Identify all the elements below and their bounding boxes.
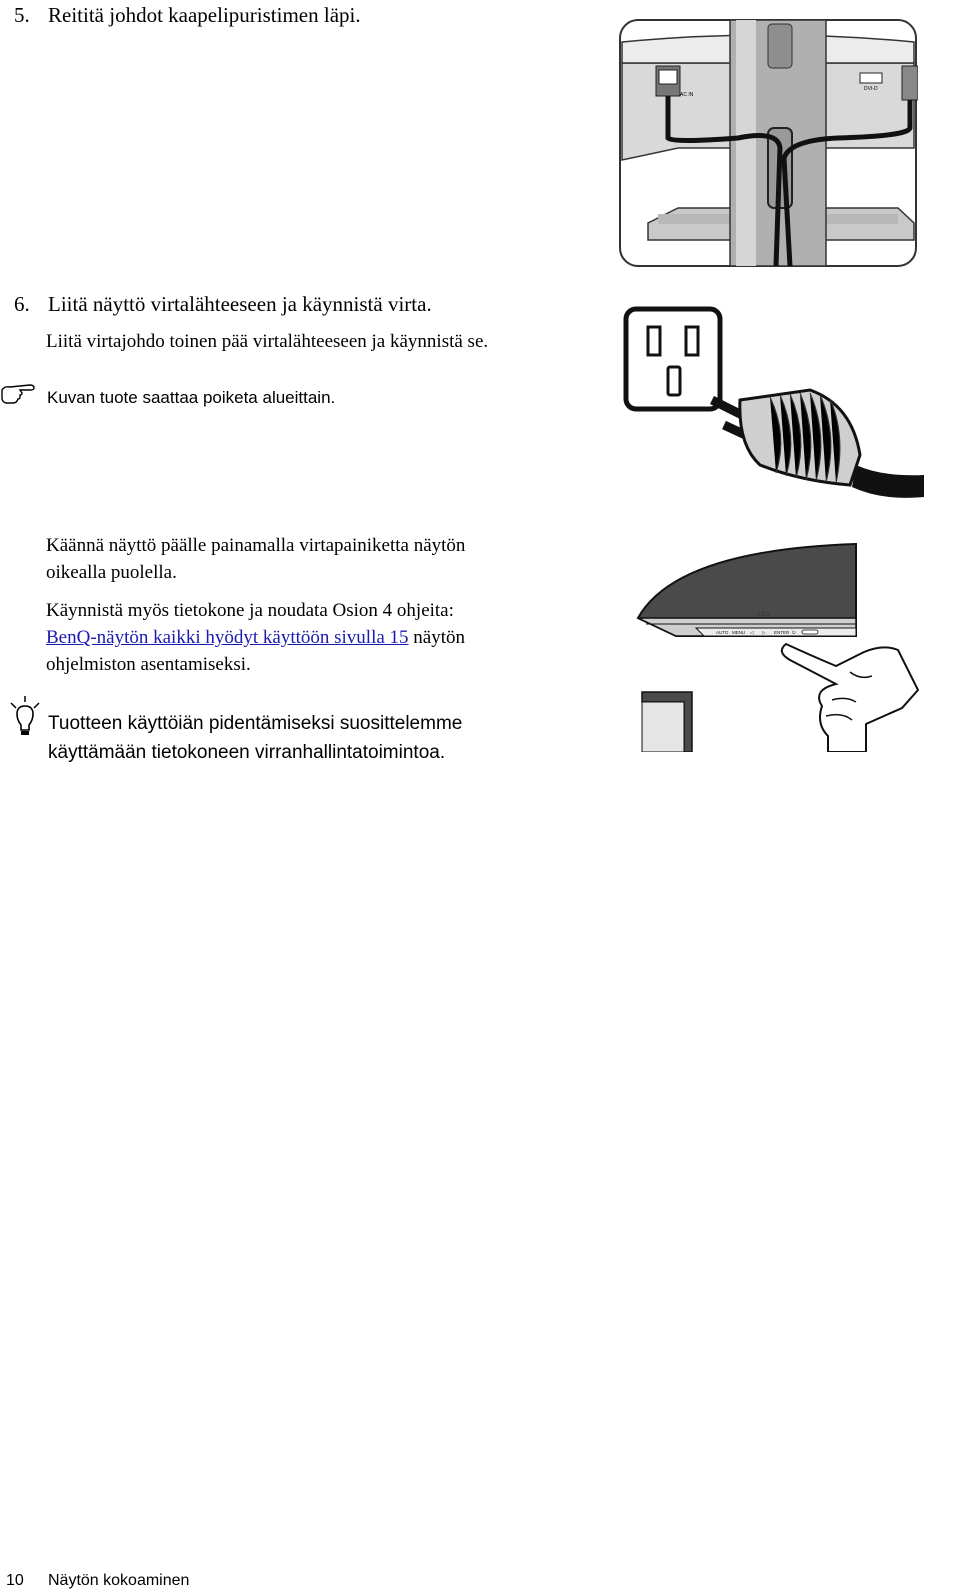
computer-text-line-3: ohjelmiston asentamiseksi.: [46, 654, 251, 675]
power-button-illustration: [636, 540, 926, 752]
tip-line-2: käyttämään tietokoneen virranhallintatoimintoa.: [48, 742, 446, 763]
step-6-number: 6.: [14, 292, 30, 316]
step-6-instruction: Liitä virtajohdo toinen pää virtalähteeseen ja käynnistä se.: [46, 331, 489, 352]
step-5-title: Reititä johdot kaapelipuristimen läpi.: [48, 3, 361, 27]
monitor-button-power: ⏻: [792, 630, 796, 635]
monitor-button-enter: ENTER: [774, 630, 790, 635]
monitor-button-left: ◁: [750, 630, 754, 635]
section-4-link[interactable]: BenQ-näytön kaikki hyödyt käyttöön sivulla 15: [46, 627, 409, 648]
computer-text-line-2: [46, 624, 465, 651]
lightbulb-icon: [8, 694, 44, 740]
computer-text-line-1: Käynnistä myös tietokone ja noudata Osion 4 ohjeita:: [46, 600, 454, 621]
power-text-line-2: oikealla puolella.: [46, 562, 177, 583]
note-text: Kuvan tuote saattaa poiketa alueittain.: [47, 388, 336, 407]
power-plug-illustration: [620, 305, 924, 505]
power-text-line-1: Käännä näyttö päälle painamalla virtapainiketta näytön: [46, 535, 466, 556]
computer-text-after-link: näytön: [408, 627, 466, 648]
monitor-button-auto: AUTO: [716, 630, 729, 635]
step-6-title: Liitä näyttö virtalähteeseen ja käynnistä virta.: [48, 292, 432, 316]
tip-line-1: Tuotteen käyttöiän pidentämiseksi suosittelemme: [48, 713, 463, 734]
step-5-number: 5.: [14, 3, 30, 27]
dvi-label: DVI-D: [864, 86, 878, 92]
ac-in-label: AC IN: [680, 92, 694, 98]
led-label: LED: [758, 612, 770, 618]
pointing-hand-icon: [0, 380, 36, 406]
page-number: 10: [6, 1572, 24, 1589]
cable-routing-illustration: [618, 18, 918, 268]
monitor-button-right: ▷: [762, 630, 766, 635]
monitor-button-menu: MENU: [732, 630, 746, 635]
footer-section-title: Näytön kokoaminen: [48, 1572, 190, 1589]
